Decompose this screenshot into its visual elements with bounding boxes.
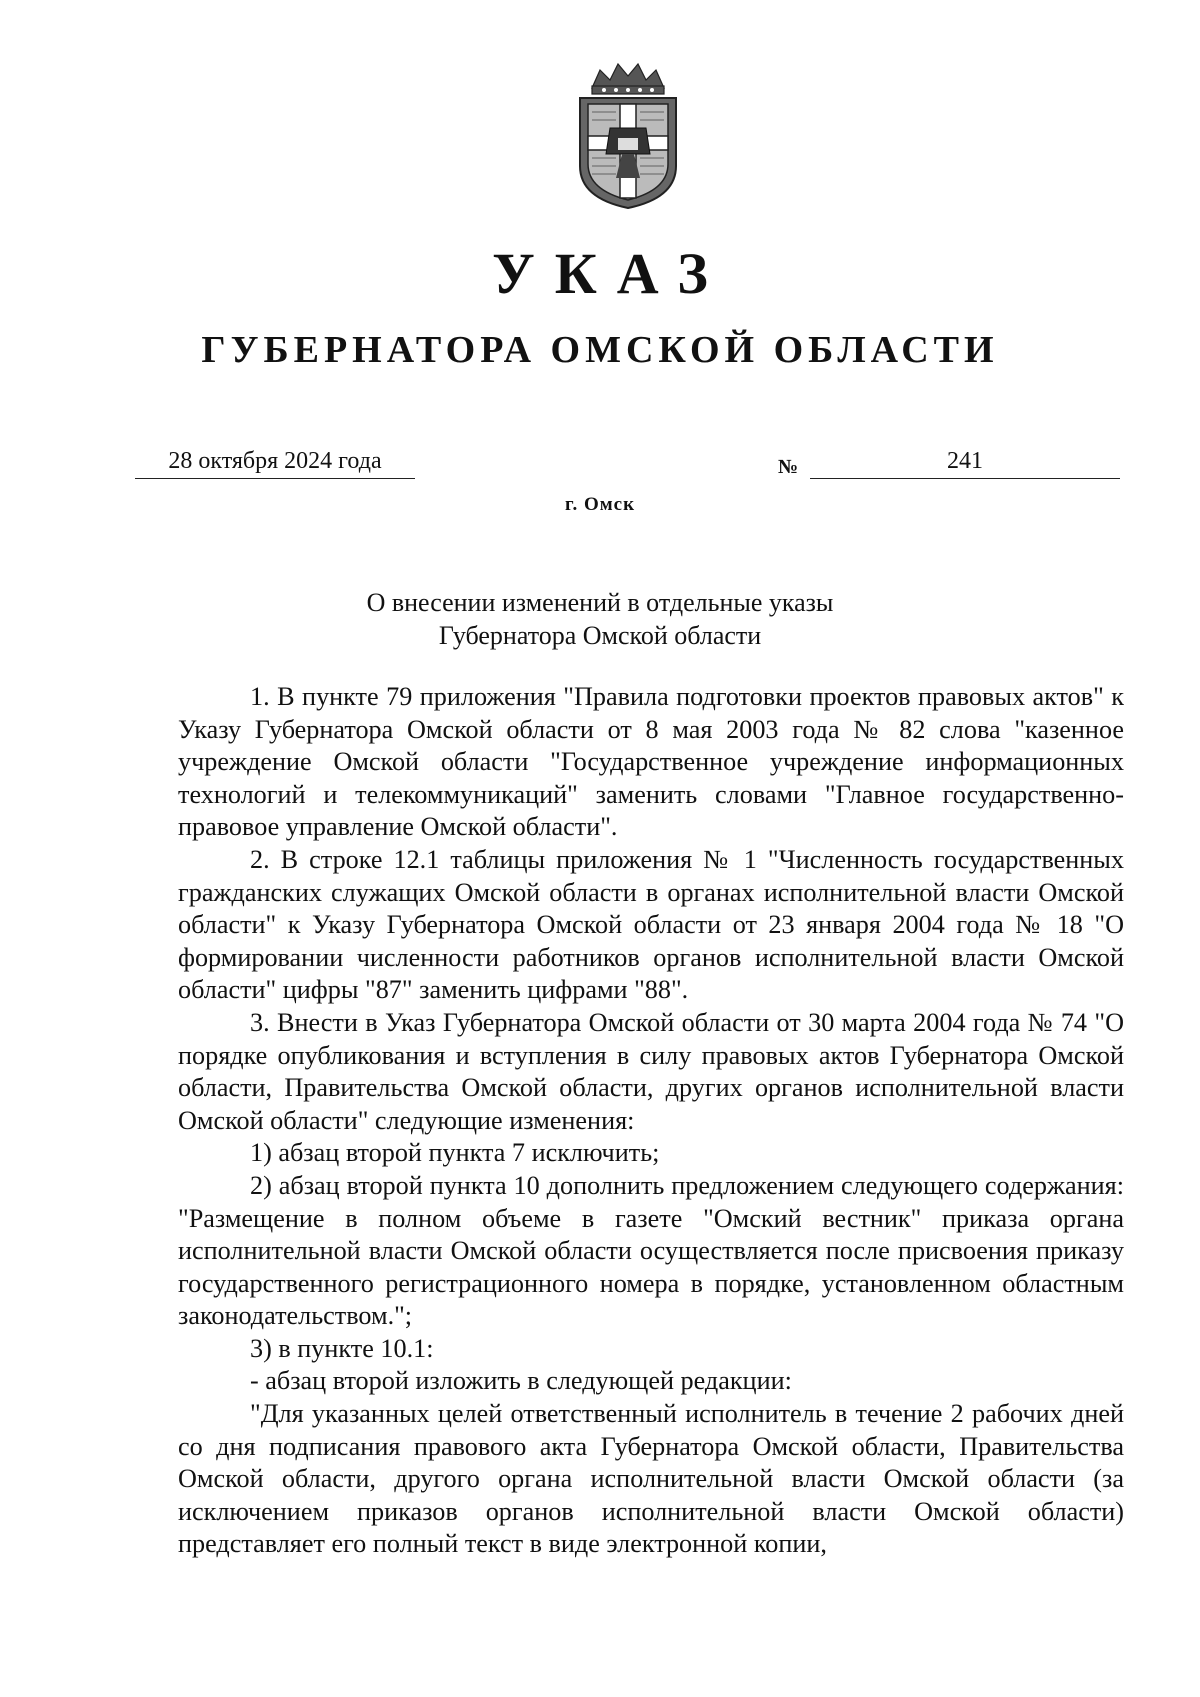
document-heading xyxy=(0,586,1200,652)
document-date: 28 октября 2024 года xyxy=(135,446,415,479)
paragraph: 1. В пункте 79 приложения "Правила подготовки проектов правовых актов" к Указу Губернатора Омской области от 8 мая 2003 года № 82 слова "казенное учреждение Омской области "Государственное учреждение информационных технологий и телекоммуникаций" заменить словами "Главное государственно-правовое управление Омской области". xyxy=(178,682,1124,842)
heading-line-2: Губернатора Омской области xyxy=(438,621,762,650)
paragraph: 3) в пункте 10.1: xyxy=(250,1333,434,1363)
paragraph: "Для указанных целей ответственный исполнитель в течение 2 рабочих дней со дня подписания правового акта Губернатора Омской области, Правительства Омской области, другого органа исполнительной власти Омской области (за исключением приказов органов исполнительной власти Омской области) представляет его полный текст в виде электронной копии, xyxy=(178,1399,1124,1559)
number-label: № xyxy=(778,456,799,478)
paragraph: 3. Внести в Указ Губернатора Омской области от 30 марта 2004 года № 74 "О порядке опубликования и вступления в силу правовых актов Губернатора Омской области, Правительства Омской области, других органов исполнительной власти Омской области" следующие изменения: xyxy=(178,1007,1124,1135)
paragraph: - абзац второй изложить в следующей редакции: xyxy=(250,1366,792,1396)
paragraph: 1) абзац второй пункта 7 исключить; xyxy=(250,1138,660,1168)
document-body xyxy=(178,681,1124,1561)
city-label: г. Омск xyxy=(564,494,636,515)
document-title: УКАЗ xyxy=(492,241,728,306)
coat-of-arms-icon xyxy=(570,58,686,210)
paragraph: 2. В строке 12.1 таблицы приложения № 1 "Численность государственных гражданских служащих Омской области в органах исполнительной власти Омской области" к Указу Губернатора Омской области от 23 января 2004 года № 18 "О формировании численности работников органов исполнительной власти Омской области" цифры "87" заменить цифрами "88". xyxy=(178,844,1124,1005)
document-subtitle: ГУБЕРНАТОРА ОМСКОЙ ОБЛАСТИ xyxy=(201,329,999,371)
heading-line-1: О внесении изменений в отдельные указы xyxy=(366,588,834,617)
document-number: 241 xyxy=(810,446,1120,479)
paragraph: 2) абзац второй пункта 10 дополнить предложением следующего содержания: "Размещение в полном объеме в газете "Омский вестник" приказа органа исполнительной власти Омской области осуществляется после присвоения приказу государственного регистрационного номера в порядке, установленном областным законодательством."; xyxy=(178,1170,1124,1331)
